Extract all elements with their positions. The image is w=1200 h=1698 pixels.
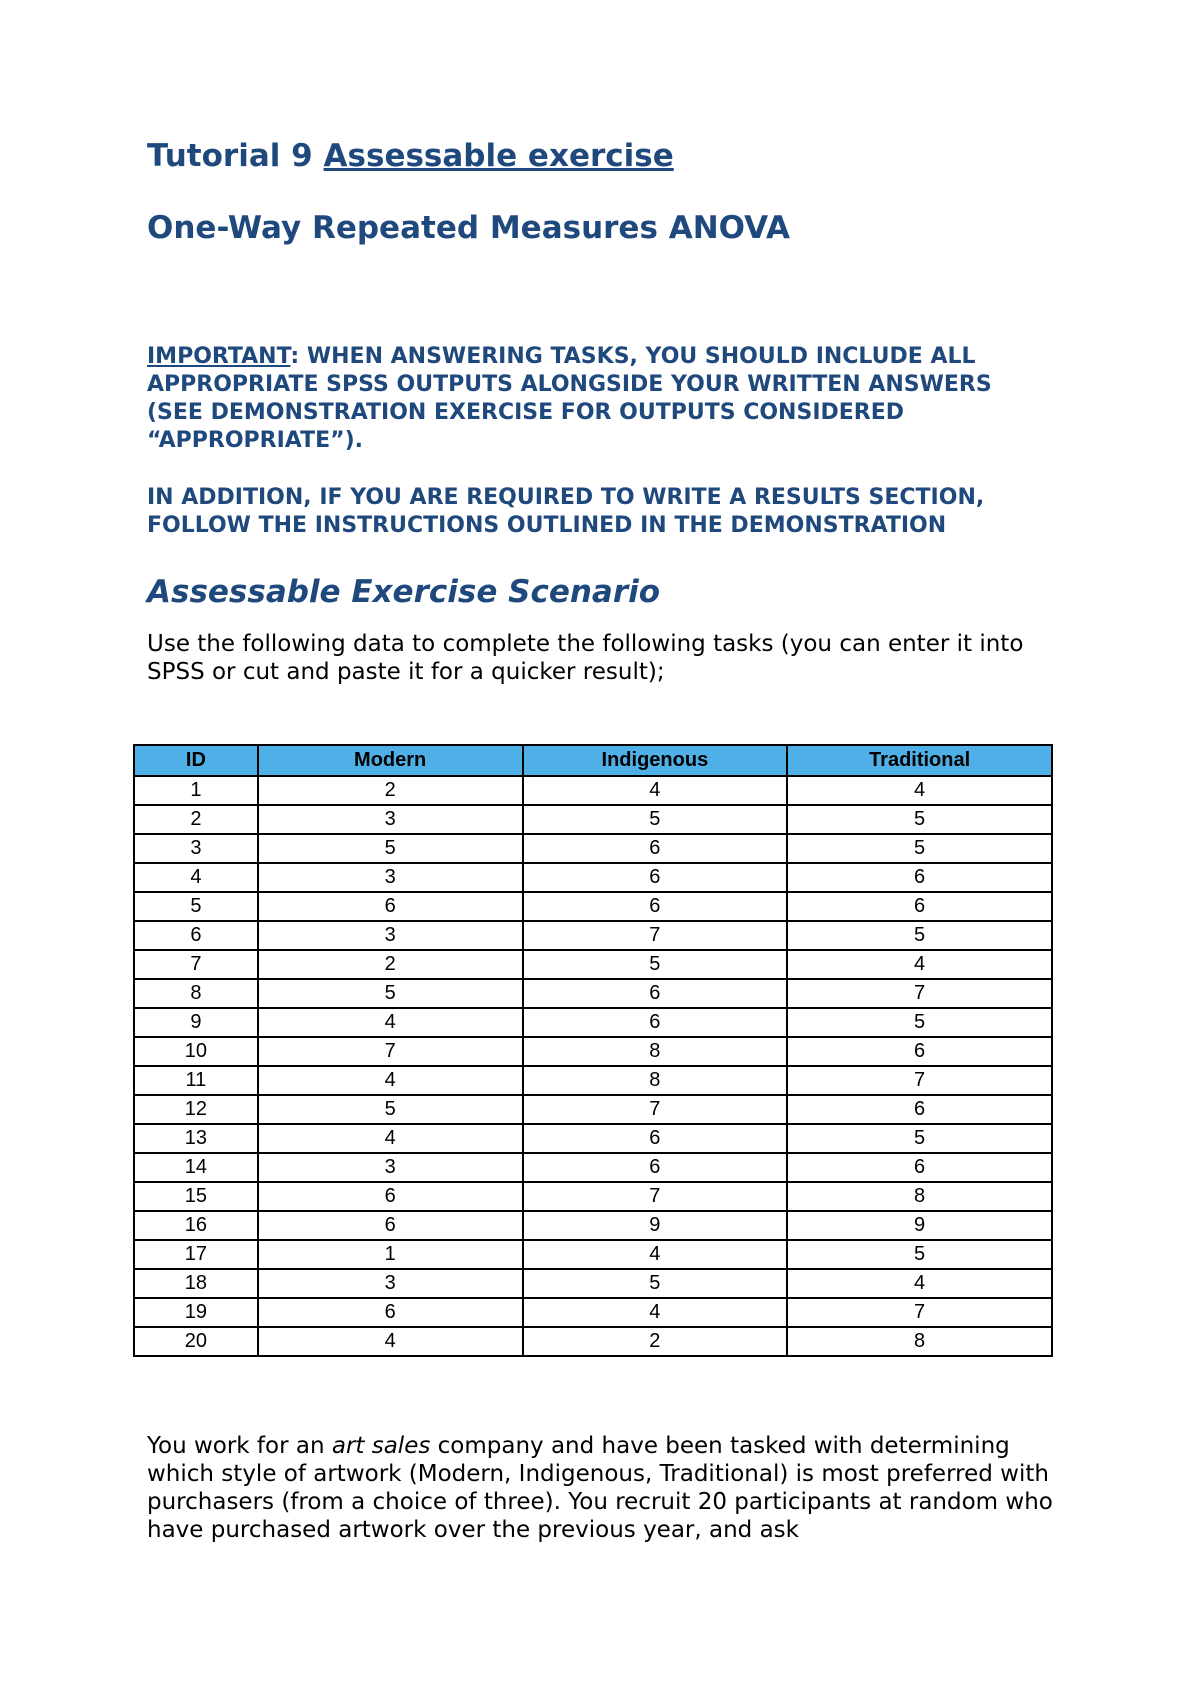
cell-id: 19 xyxy=(134,1298,258,1327)
cell-modern: 4 xyxy=(258,1124,523,1153)
cell-traditional: 4 xyxy=(787,950,1052,979)
cell-modern: 5 xyxy=(258,979,523,1008)
cell-traditional: 6 xyxy=(787,1037,1052,1066)
cell-modern: 6 xyxy=(258,892,523,921)
table-row xyxy=(134,1269,1052,1298)
cell-modern: 6 xyxy=(258,1298,523,1327)
cell-modern: 1 xyxy=(258,1240,523,1269)
closing-part2: company and have been tasked with determining which style of artwork (Modern, Indigenous, Traditional) is most preferred with purchasers (from a choice of three). You recruit 20 participants at random who have purchased artwork over the previous year, and ask xyxy=(147,1433,1053,1543)
cell-id: 12 xyxy=(134,1095,258,1124)
cell-indigenous: 7 xyxy=(523,921,788,950)
cell-indigenous: 6 xyxy=(523,863,788,892)
important-text: : WHEN ANSWERING TASKS, YOU SHOULD INCLUDE ALL APPROPRIATE SPSS OUTPUTS ALONGSIDE YOUR WRITTEN ANSWERS (SEE DEMONSTRATION EXERCISE FOR OUTPUTS CONSIDERED “APPROPRIATE”). xyxy=(147,344,992,454)
table-row xyxy=(134,1182,1052,1211)
cell-id: 15 xyxy=(134,1182,258,1211)
cell-indigenous: 7 xyxy=(523,1182,788,1211)
cell-id: 18 xyxy=(134,1269,258,1298)
column-header-id: ID xyxy=(134,745,258,776)
cell-modern: 3 xyxy=(258,921,523,950)
table-row xyxy=(134,1211,1052,1240)
cell-indigenous: 5 xyxy=(523,1269,788,1298)
table-row xyxy=(134,776,1052,805)
cell-modern: 6 xyxy=(258,1182,523,1211)
cell-modern: 6 xyxy=(258,1211,523,1240)
cell-id: 20 xyxy=(134,1327,258,1356)
intro-paragraph: Use the following data to complete the following tasks (you can enter it into SPSS or cut and paste it for a quicker result); xyxy=(147,630,1024,685)
column-header-modern: Modern xyxy=(258,745,523,776)
cell-traditional: 5 xyxy=(787,805,1052,834)
cell-indigenous: 9 xyxy=(523,1211,788,1240)
cell-traditional: 5 xyxy=(787,1240,1052,1269)
cell-traditional: 6 xyxy=(787,892,1052,921)
tutorial-title-prefix: Tutorial 9 xyxy=(147,138,324,174)
cell-id: 11 xyxy=(134,1066,258,1095)
closing-part1: You work for an xyxy=(147,1433,332,1459)
cell-modern: 3 xyxy=(258,1269,523,1298)
table-row xyxy=(134,1037,1052,1066)
scenario-heading: Assessable Exercise Scenario xyxy=(147,574,661,611)
cell-id: 6 xyxy=(134,921,258,950)
cell-id: 9 xyxy=(134,1008,258,1037)
cell-indigenous: 6 xyxy=(523,1124,788,1153)
table-row xyxy=(134,921,1052,950)
cell-indigenous: 8 xyxy=(523,1066,788,1095)
cell-traditional: 7 xyxy=(787,979,1052,1008)
cell-indigenous: 5 xyxy=(523,805,788,834)
table-row xyxy=(134,805,1052,834)
cell-traditional: 4 xyxy=(787,1269,1052,1298)
closing-paragraph xyxy=(147,1432,1077,1544)
cell-id: 13 xyxy=(134,1124,258,1153)
cell-modern: 4 xyxy=(258,1327,523,1356)
cell-indigenous: 7 xyxy=(523,1095,788,1124)
table-body xyxy=(134,776,1052,1356)
cell-traditional: 7 xyxy=(787,1298,1052,1327)
cell-traditional: 4 xyxy=(787,776,1052,805)
table-row xyxy=(134,950,1052,979)
cell-traditional: 6 xyxy=(787,863,1052,892)
cell-traditional: 5 xyxy=(787,1124,1052,1153)
tutorial-title xyxy=(147,138,1067,175)
cell-traditional: 8 xyxy=(787,1327,1052,1356)
table-row xyxy=(134,1008,1052,1037)
cell-modern: 5 xyxy=(258,1095,523,1124)
closing-italic: art sales xyxy=(331,1433,431,1459)
table-row xyxy=(134,834,1052,863)
cell-traditional: 8 xyxy=(787,1182,1052,1211)
table-row xyxy=(134,1153,1052,1182)
important-label: IMPORTANT xyxy=(147,344,291,370)
cell-indigenous: 2 xyxy=(523,1327,788,1356)
cell-id: 1 xyxy=(134,776,258,805)
cell-modern: 3 xyxy=(258,1153,523,1182)
cell-traditional: 5 xyxy=(787,1008,1052,1037)
table-row xyxy=(134,863,1052,892)
tutorial-title-underlined: Assessable exercise xyxy=(323,138,674,174)
cell-id: 10 xyxy=(134,1037,258,1066)
cell-indigenous: 4 xyxy=(523,776,788,805)
cell-traditional: 6 xyxy=(787,1153,1052,1182)
cell-traditional: 6 xyxy=(787,1095,1052,1124)
cell-indigenous: 6 xyxy=(523,892,788,921)
cell-id: 5 xyxy=(134,892,258,921)
cell-indigenous: 6 xyxy=(523,1153,788,1182)
column-header-indigenous: Indigenous xyxy=(523,745,788,776)
cell-id: 8 xyxy=(134,979,258,1008)
cell-modern: 5 xyxy=(258,834,523,863)
cell-indigenous: 8 xyxy=(523,1037,788,1066)
cell-modern: 2 xyxy=(258,776,523,805)
table-row xyxy=(134,1298,1052,1327)
table-row xyxy=(134,1240,1052,1269)
important-notice xyxy=(147,343,1027,455)
cell-indigenous: 6 xyxy=(523,1008,788,1037)
cell-id: 4 xyxy=(134,863,258,892)
cell-modern: 4 xyxy=(258,1008,523,1037)
cell-traditional: 5 xyxy=(787,834,1052,863)
cell-modern: 3 xyxy=(258,863,523,892)
addition-notice: IN ADDITION, IF YOU ARE REQUIRED TO WRITE A RESULTS SECTION, FOLLOW THE INSTRUCTIONS OUTLINED IN THE DEMONSTRATION xyxy=(147,485,985,539)
cell-indigenous: 4 xyxy=(523,1240,788,1269)
table-row xyxy=(134,1066,1052,1095)
cell-indigenous: 6 xyxy=(523,979,788,1008)
data-table xyxy=(133,744,1053,1357)
table-header-row xyxy=(134,745,1052,776)
subtitle: One-Way Repeated Measures ANOVA xyxy=(147,210,791,247)
table-row xyxy=(134,1124,1052,1153)
cell-traditional: 5 xyxy=(787,921,1052,950)
cell-traditional: 7 xyxy=(787,1066,1052,1095)
cell-id: 2 xyxy=(134,805,258,834)
table-row xyxy=(134,1095,1052,1124)
cell-id: 7 xyxy=(134,950,258,979)
cell-modern: 7 xyxy=(258,1037,523,1066)
cell-id: 16 xyxy=(134,1211,258,1240)
cell-traditional: 9 xyxy=(787,1211,1052,1240)
table-row xyxy=(134,979,1052,1008)
cell-id: 3 xyxy=(134,834,258,863)
cell-modern: 2 xyxy=(258,950,523,979)
table-row xyxy=(134,1327,1052,1356)
cell-id: 17 xyxy=(134,1240,258,1269)
table-row xyxy=(134,892,1052,921)
document-page xyxy=(147,138,1067,686)
cell-indigenous: 5 xyxy=(523,950,788,979)
cell-modern: 4 xyxy=(258,1066,523,1095)
column-header-traditional: Traditional xyxy=(787,745,1052,776)
cell-indigenous: 6 xyxy=(523,834,788,863)
cell-modern: 3 xyxy=(258,805,523,834)
cell-id: 14 xyxy=(134,1153,258,1182)
cell-indigenous: 4 xyxy=(523,1298,788,1327)
